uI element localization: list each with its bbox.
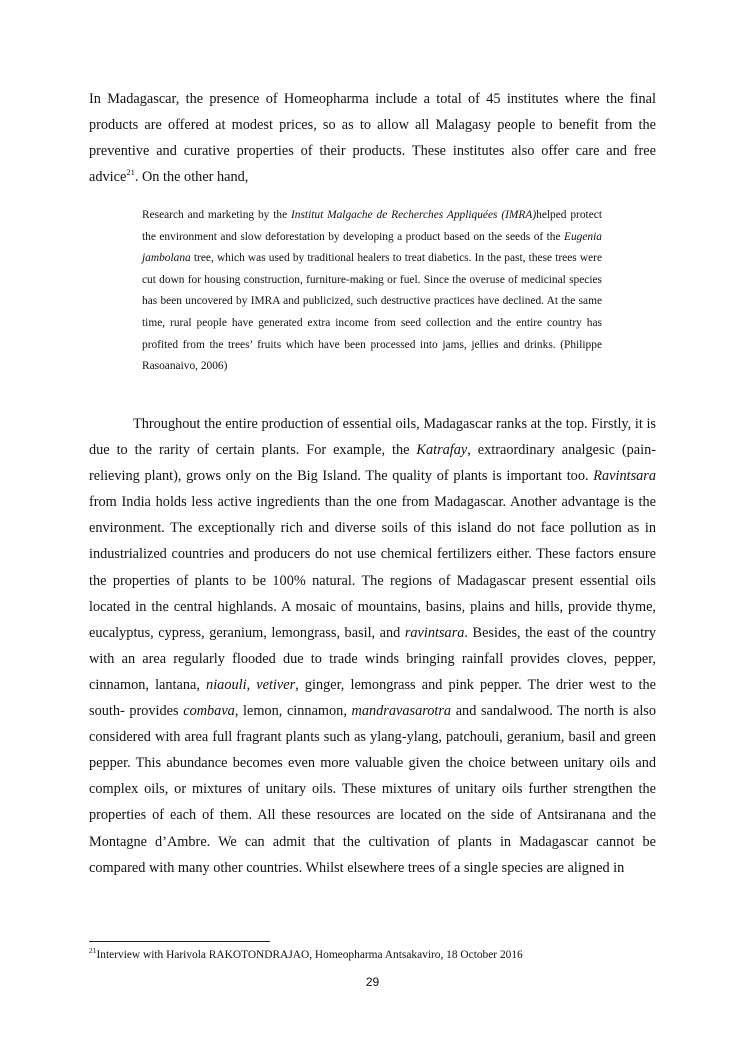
paragraph-text: , xyxy=(246,676,257,693)
italic-plant-name: niaouli xyxy=(206,676,247,693)
quote-text: tree, which was used by traditional healers to treat diabetics. In the past, these trees were cut down for housing construction, furniture-making or fuel. Since the overuse of medicinal species has been uncovered by IMRA and publicized, such destructive practices have declined. At the same time, rural people have generated extra income from seed collection and the entire country has profited from the trees’ fruits which have been processed into jams, jellies and drinks. (Philippe Rasoanaivo, 2006) xyxy=(142,252,602,373)
footnote-divider xyxy=(89,941,270,942)
body-paragraph-homeopharma xyxy=(89,86,656,190)
paragraph-text: , ginger, lemongrass and pink pepper. The drier west to the south- provides xyxy=(89,676,657,720)
paragraph-text: Throughout the entire production of essential oils, Madagascar ranks at the top. Firstly, it is due to the rarity of certain plants. For example, the xyxy=(89,416,656,459)
paragraph-text: , lemon, cinnamon, xyxy=(234,703,352,720)
quote-text: Research and marketing by the xyxy=(142,209,291,221)
italic-plant-name: vetiver xyxy=(256,676,296,693)
italic-plant-name: Katrafay xyxy=(416,442,468,459)
paragraph-text: In Madagascar, the presence of Homeopharma include a total of 45 institutes where the final products are offered at modest prices, so as to allow all Malagasy people to benefit from the preventive and curative properties of their products. These institutes also offer care and free advice xyxy=(89,91,656,185)
italic-plant-name: combava xyxy=(183,703,235,720)
footnote xyxy=(89,947,656,963)
quote-text: helped protect the environment and slow deforestation by developing a product based on the seeds of the xyxy=(142,209,602,243)
paragraph-text: from India holds less active ingredients than the one from Madagascar. Another advantage is the environment. The exceptionally rich and diverse soils of this island do not face pollution as in industrialized countries and producers do not use chemical fertilizers either. These factors ensure the properties of plants to be 100% natural. The regions of Madagascar present essential oils located in the central highlands. A mosaic of mountains, basins, plains and hills, provide thyme, eucalyptus, cypress, geranium, lemongrass, basil, and xyxy=(89,494,656,641)
italic-plant-name: Ravintsara xyxy=(593,468,656,485)
paragraph-text: and sandalwood. The north is also considered with area full fragrant plants such as ylang-ylang, patchouli, geranium, basil and green pepper. This abundance becomes even more valuable given the choice between unitary oils and complex oils, or mixtures of unitary oils. These mixtures of unitary oils further strengthen the properties of each of them. All these resources are located on the side of Antsiranana and the Montagne d’Ambre. We can admit that the cultivation of plants in Madagascar cannot be compared with many other countries. Whilst elsewhere trees of a single species are aligned in xyxy=(89,703,657,876)
paragraph-text: . On the other hand, xyxy=(134,169,249,185)
footnote-reference: 21 xyxy=(126,167,135,178)
footnote-text: Interview with Harivola RAKOTONDRAJAO, Homeopharma Antsakaviro, 18 October 2016 xyxy=(96,949,523,961)
body-paragraph-essential-oils xyxy=(89,411,656,881)
paragraph-text: , extraordinary analgesic (pain-relieving plant), grows only on the Big Island. The quality of plants is important too. xyxy=(89,442,656,485)
quote-italic-institute: Institut Malgache de Recherches Appliquées (IMRA) xyxy=(290,209,537,221)
quote-italic-species: Eugenia jambolana xyxy=(142,230,602,265)
page-number: 29 xyxy=(365,975,380,989)
italic-plant-name: ravintsara xyxy=(404,624,465,641)
footnote-number: 21 xyxy=(89,946,97,956)
italic-plant-name: mandravasarotra xyxy=(351,703,452,720)
paragraph-text: . Besides, the east of the country with an area regularly flooded due to trade winds bringing rainfall provides cloves, pepper, cinnamon, lantana, xyxy=(89,624,656,693)
block-quote-imra xyxy=(142,205,602,378)
